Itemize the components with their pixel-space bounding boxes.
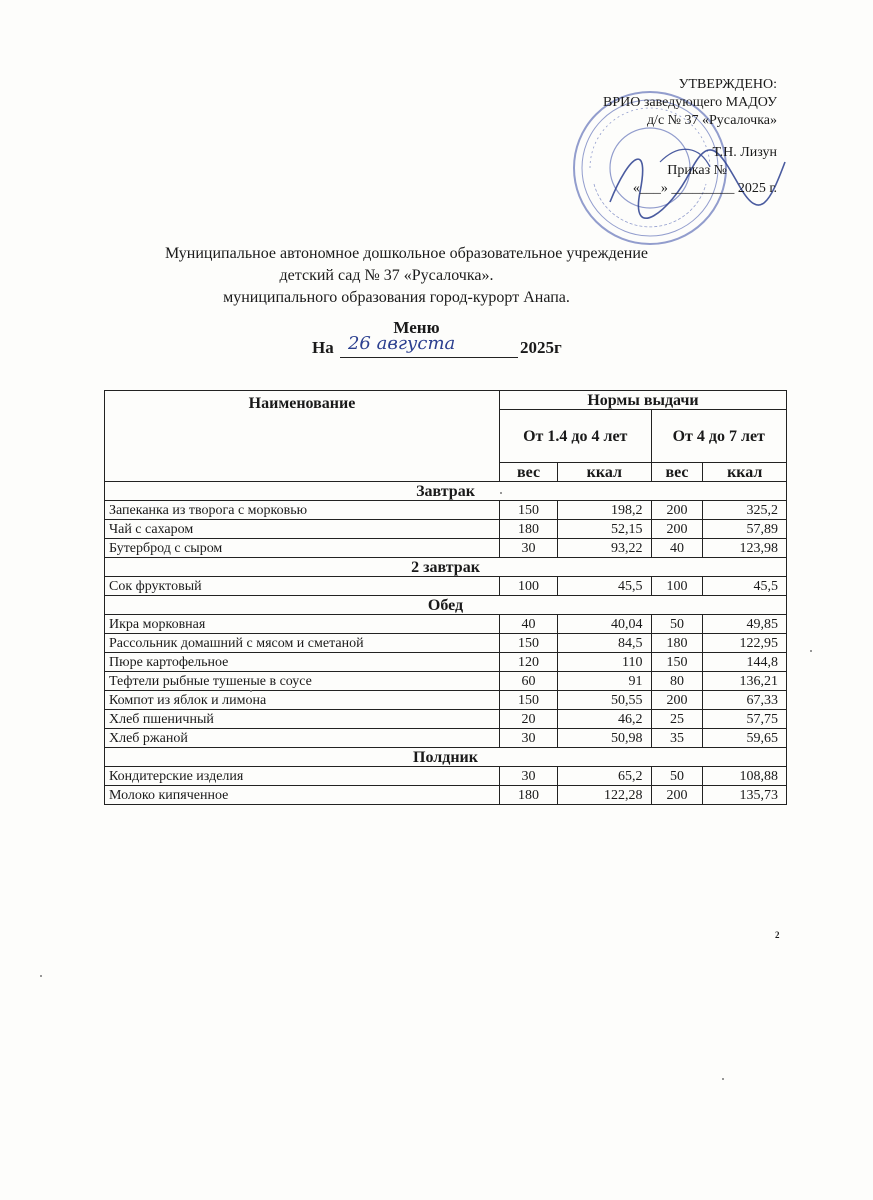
approval-org: д/с № 37 «Русалочка» <box>646 113 777 128</box>
approval-signatory: Т.Н. Лизун <box>712 145 777 160</box>
section-title: 2 завтрак <box>105 558 787 577</box>
weight-age-2: 200 <box>651 520 703 539</box>
section-title: Завтрак <box>105 482 787 501</box>
weight-age-1: 60 <box>500 672 558 691</box>
weight-age-1: 180 <box>500 520 558 539</box>
weight-age-1: 40 <box>500 615 558 634</box>
kcal-age-2: 59,65 <box>703 729 787 748</box>
weight-age-2: 35 <box>651 729 703 748</box>
dish-name: Чай с сахаром <box>105 520 500 539</box>
approval-position: ВРИО заведующего МАДОУ <box>603 95 777 110</box>
dish-name: Хлеб ржаной <box>105 729 500 748</box>
weight-age-1: 30 <box>500 729 558 748</box>
kcal-age-1: 46,2 <box>558 710 651 729</box>
section-row <box>105 596 787 615</box>
kcal-age-2: 108,88 <box>703 767 787 786</box>
weight-age-2: 50 <box>651 615 703 634</box>
kcal-age-1: 45,5 <box>558 577 651 596</box>
header-age-group-1: От 1.4 до 4 лет <box>500 410 652 463</box>
section-row <box>105 558 787 577</box>
table-row <box>105 710 787 729</box>
org-line-3: муниципального образования город-курорт Анапа. <box>223 289 570 306</box>
kcal-age-1: 40,04 <box>558 615 651 634</box>
table-row <box>105 615 787 634</box>
kcal-age-2: 144,8 <box>703 653 787 672</box>
date-prefix: На <box>312 338 334 357</box>
kcal-age-1: 52,15 <box>558 520 651 539</box>
kcal-age-1: 50,98 <box>558 729 651 748</box>
header-name: Наименование <box>105 391 500 482</box>
weight-age-1: 120 <box>500 653 558 672</box>
kcal-age-1: 198,2 <box>558 501 651 520</box>
weight-age-2: 200 <box>651 691 703 710</box>
weight-age-1: 180 <box>500 786 558 805</box>
section-row <box>105 748 787 767</box>
approval-block <box>603 76 777 198</box>
weight-age-2: 200 <box>651 501 703 520</box>
dish-name: Запеканка из творога с морковью <box>105 501 500 520</box>
date-blank <box>340 333 518 358</box>
section-row <box>105 482 787 501</box>
header-age-group-2: От 4 до 7 лет <box>651 410 786 463</box>
weight-age-1: 150 <box>500 634 558 653</box>
table-row <box>105 653 787 672</box>
menu-table <box>104 390 787 805</box>
weight-age-1: 30 <box>500 767 558 786</box>
header-weight-1: вес <box>500 463 558 482</box>
dish-name: Тефтели рыбные тушеные в соусе <box>105 672 500 691</box>
kcal-age-1: 50,55 <box>558 691 651 710</box>
table-row <box>105 729 787 748</box>
dish-name: Хлеб пшеничный <box>105 710 500 729</box>
weight-age-2: 200 <box>651 786 703 805</box>
table-row <box>105 501 787 520</box>
weight-age-1: 150 <box>500 501 558 520</box>
weight-age-2: 100 <box>651 577 703 596</box>
weight-age-1: 100 <box>500 577 558 596</box>
kcal-age-2: 49,85 <box>703 615 787 634</box>
kcal-age-2: 135,73 <box>703 786 787 805</box>
kcal-age-2: 325,2 <box>703 501 787 520</box>
weight-age-1: 20 <box>500 710 558 729</box>
table-row <box>105 634 787 653</box>
weight-age-2: 40 <box>651 539 703 558</box>
dish-name: Рассольник домашний с мясом и сметаной <box>105 634 500 653</box>
kcal-age-1: 93,22 <box>558 539 651 558</box>
menu-title: Меню <box>393 318 440 337</box>
kcal-age-2: 67,33 <box>703 691 787 710</box>
table-row <box>105 539 787 558</box>
approval-date: «___» _________ 2025 г. <box>632 181 777 196</box>
dish-name: Компот из яблок и лимона <box>105 691 500 710</box>
header-kcal-2: ккал <box>703 463 787 482</box>
dish-name: Сок фруктовый <box>105 577 500 596</box>
date-year: 2025г <box>519 338 562 357</box>
dish-name: Пюре картофельное <box>105 653 500 672</box>
header-weight-2: вес <box>651 463 703 482</box>
kcal-age-1: 65,2 <box>558 767 651 786</box>
weight-age-2: 25 <box>651 710 703 729</box>
kcal-age-1: 110 <box>558 653 651 672</box>
dish-name: Кондитерские изделия <box>105 767 500 786</box>
weight-age-2: 50 <box>651 767 703 786</box>
kcal-age-1: 84,5 <box>558 634 651 653</box>
approval-order: Приказ № <box>667 163 727 178</box>
weight-age-2: 150 <box>651 653 703 672</box>
kcal-age-2: 123,98 <box>703 539 787 558</box>
kcal-age-2: 57,75 <box>703 710 787 729</box>
weight-age-1: 150 <box>500 691 558 710</box>
dish-name: Бутерброд с сыром <box>105 539 500 558</box>
table-row <box>105 691 787 710</box>
section-title: Обед <box>105 596 787 615</box>
page-number: 2 <box>775 930 780 940</box>
kcal-age-2: 57,89 <box>703 520 787 539</box>
header-norms: Нормы выдачи <box>500 391 787 410</box>
section-title: Полдник <box>105 748 787 767</box>
kcal-age-2: 136,21 <box>703 672 787 691</box>
kcal-age-2: 45,5 <box>703 577 787 596</box>
handwritten-date: 26 августа <box>347 333 456 354</box>
kcal-age-2: 122,95 <box>703 634 787 653</box>
weight-age-1: 30 <box>500 539 558 558</box>
table-row <box>105 767 787 786</box>
kcal-age-1: 122,28 <box>558 786 651 805</box>
kcal-age-1: 91 <box>558 672 651 691</box>
table-row <box>105 786 787 805</box>
org-line-2: детский сад № 37 «Русалочка». <box>279 267 494 284</box>
weight-age-2: 80 <box>651 672 703 691</box>
organization-header <box>0 243 873 309</box>
org-line-1: Муниципальное автономное дошкольное образовательное учреждение <box>164 245 649 262</box>
dish-name: Икра морковная <box>105 615 500 634</box>
table-row <box>105 672 787 691</box>
header-kcal-1: ккал <box>558 463 651 482</box>
dish-name: Молоко кипяченное <box>105 786 500 805</box>
table-row <box>105 520 787 539</box>
weight-age-2: 180 <box>651 634 703 653</box>
menu-date-line <box>312 333 562 358</box>
table-row <box>105 577 787 596</box>
approval-heading: УТВЕРЖДЕНО: <box>678 77 777 92</box>
